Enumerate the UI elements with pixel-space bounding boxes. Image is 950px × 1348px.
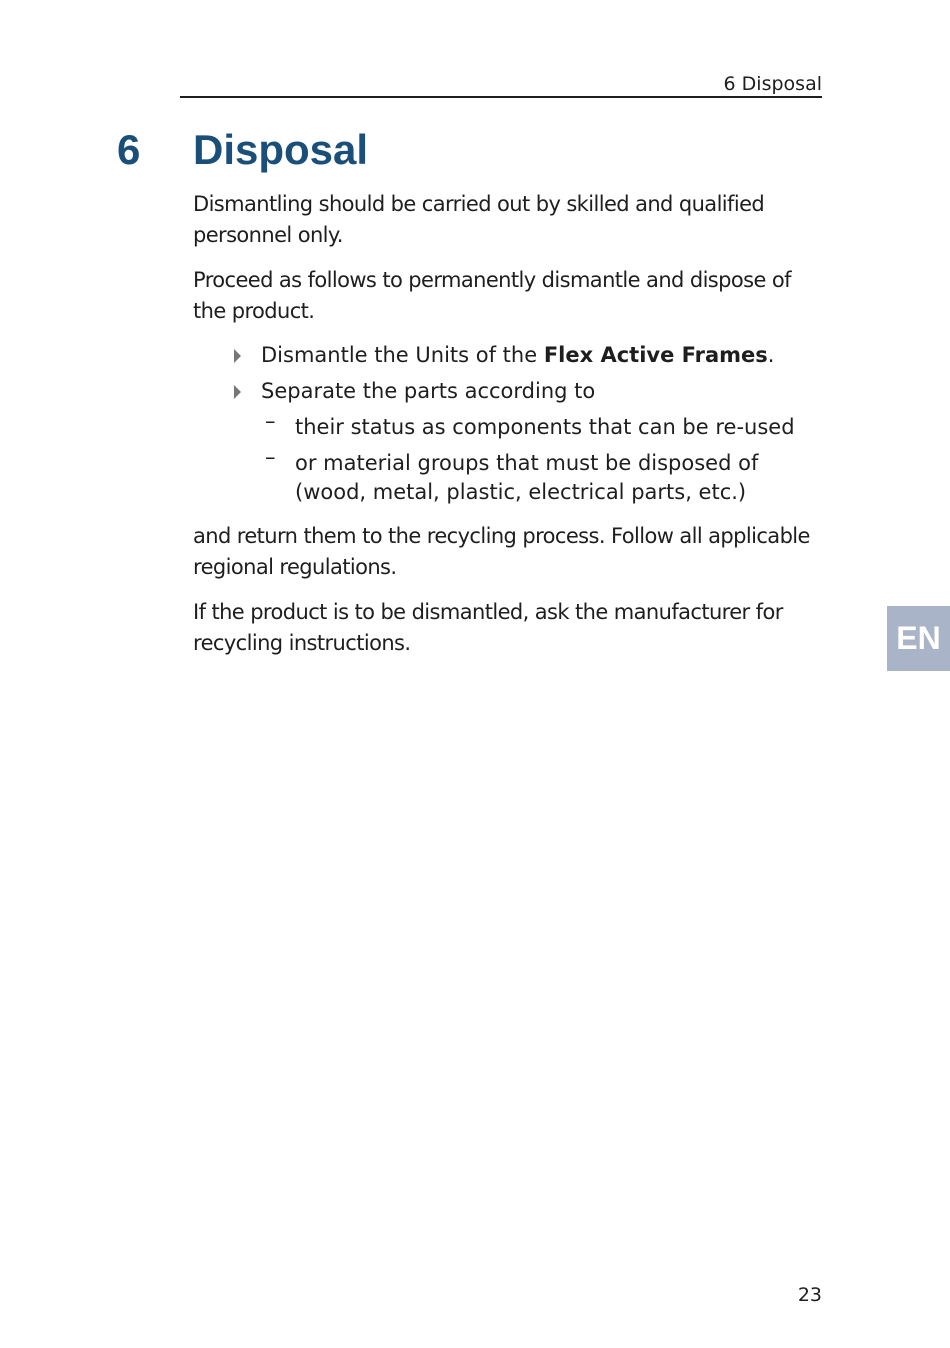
step-text: Separate the parts according to <box>261 379 596 403</box>
paragraph-manufacturer: If the product is to be dismantled, ask the manufacturer for recycling instructions. <box>193 600 783 655</box>
dash-icon: – <box>265 445 276 469</box>
sub-item-text: their status as components that can be re-used <box>295 415 795 439</box>
chapter-title: Disposal <box>193 126 369 173</box>
paragraph-skilled-personnel: Dismantling should be carried out by skilled and qualified personnel only. <box>193 192 765 247</box>
running-header-title: 6 Disposal <box>723 73 822 95</box>
triangle-bullet-icon <box>234 385 241 399</box>
chapter-number: 6 <box>117 126 141 173</box>
triangle-bullet-icon <box>234 349 241 363</box>
paragraph-recycling: and return them to the recycling process. Follow all applicable regional regulations. <box>193 524 810 579</box>
step-text: Dismantle the Units of the Flex Active Frames. <box>261 343 775 367</box>
product-name: Flex Active Frames <box>543 343 768 367</box>
running-header <box>180 72 822 98</box>
language-tab: EN <box>887 606 950 671</box>
dash-icon: – <box>265 409 276 433</box>
sub-item-text: or material groups that must be disposed of (wood, metal, plastic, electrical parts, etc.) <box>295 451 759 504</box>
page-number: 23 <box>797 1284 822 1306</box>
paragraph-proceed: Proceed as follows to permanently dismantle and dispose of the product. <box>193 268 791 323</box>
